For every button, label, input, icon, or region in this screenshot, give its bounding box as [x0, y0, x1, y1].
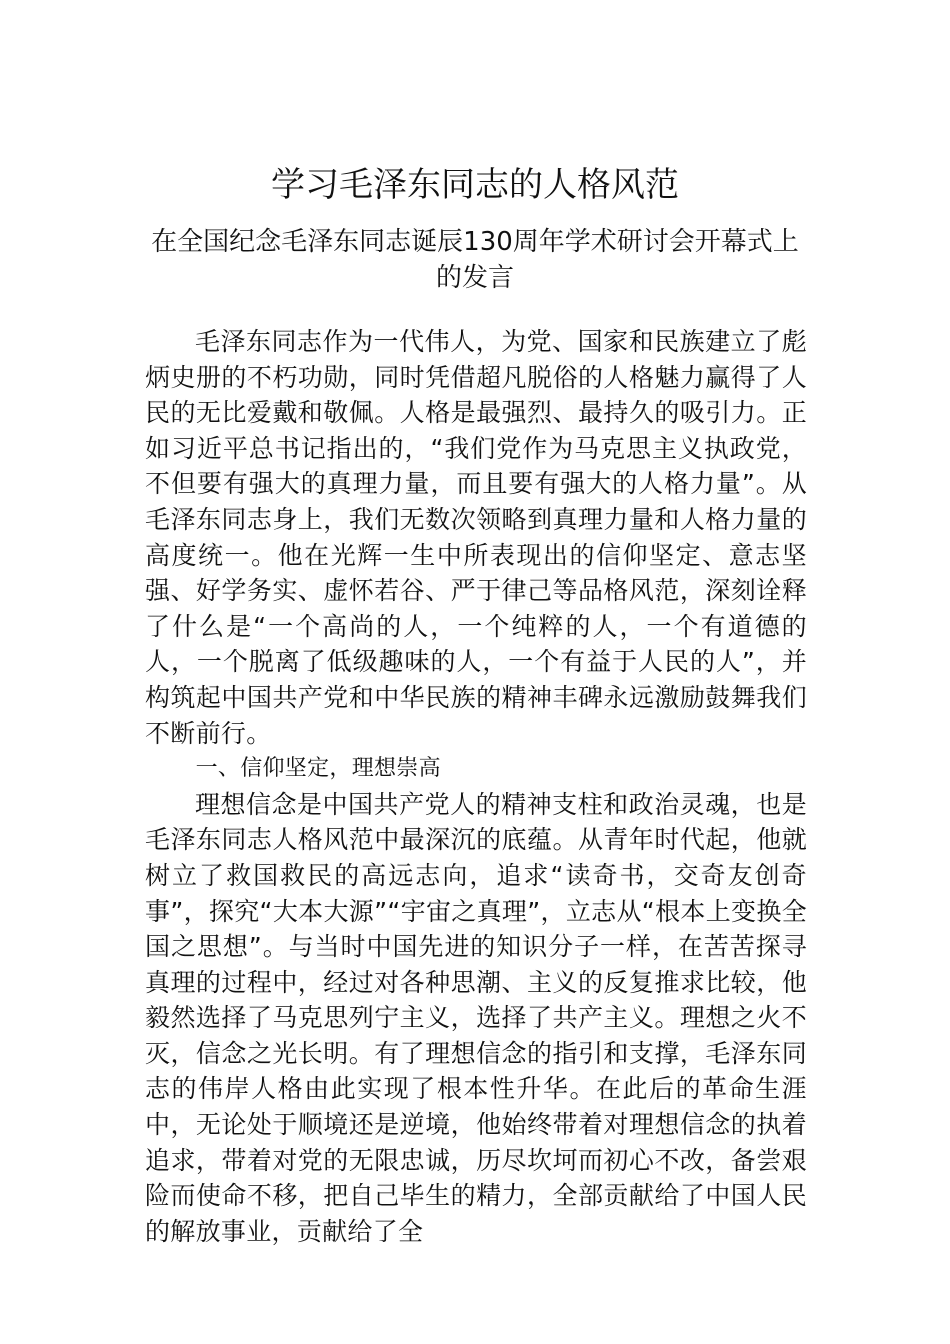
document-subtitle: 在全国纪念毛泽东同志诞辰130周年学术研讨会开幕式上的发言 — [151, 227, 799, 293]
intro-paragraph: 毛泽东同志作为一代伟人，为党、国家和民族建立了彪炳史册的不朽功勋，同时凭借超凡脱俗的人格魅力赢得了人民的无比爱戴和敬佩。人格是最强烈、最持久的吸引力。正如习近平总书记指出的，“我们党作为马克思主义执政党，不但要有强大的真理力量，而且要有强大的人格力量”。从毛泽东同志身上，我们无数次领略到真理力量和人格力量的高度统一。他在光辉一生中所表现出的信仰坚定、意志坚强、好学务实、虚怀若谷、严于律己等品格风范，深刻诠释了什么是“一个高尚的人，一个纯粹的人，一个有道德的人，一个脱离了低级趣味的人，一个有益于人民的人”，并构筑起中国共产党和中华民族的精神丰碑永远激励鼓舞我们不断前行。 — [145, 327, 807, 748]
document-body — [145, 324, 807, 1249]
section-heading: 一、信仰坚定，理想崇高 — [195, 756, 441, 782]
section-paragraph: 理想信念是中国共产党人的精神支柱和政治灵魂，也是毛泽东同志人格风范中最深沉的底蕴。从青年时代起，他就树立了救国救民的高远志向，追求“读奇书，交奇友创奇事”，探究“大本大源”“宇宙之真理”，立志从“根本上变换全国之思想”。与当时中国先进的知识分子一样，在苦苦探寻真理的过程中，经过对各种思潮、主义的反复推求比较，他毅然选择了马克思列宁主义，选择了共产主义。理想之火不灭，信念之光长明。有了理想信念的指引和支撑，毛泽东同志的伟岸人格由此实现了根本性升华。在此后的革命生涯中，无论处于顺境还是逆境，他始终带着对理想信念的执着追求，带着对党的无限忠诚，历尽坎坷而初心不改，备尝艰险而使命不移，把自己毕生的精力，全部贡献给了中国人民的解放事业，贡献给了全 — [145, 789, 807, 1246]
document-title: 学习毛泽东同志的人格风范 — [271, 165, 679, 205]
